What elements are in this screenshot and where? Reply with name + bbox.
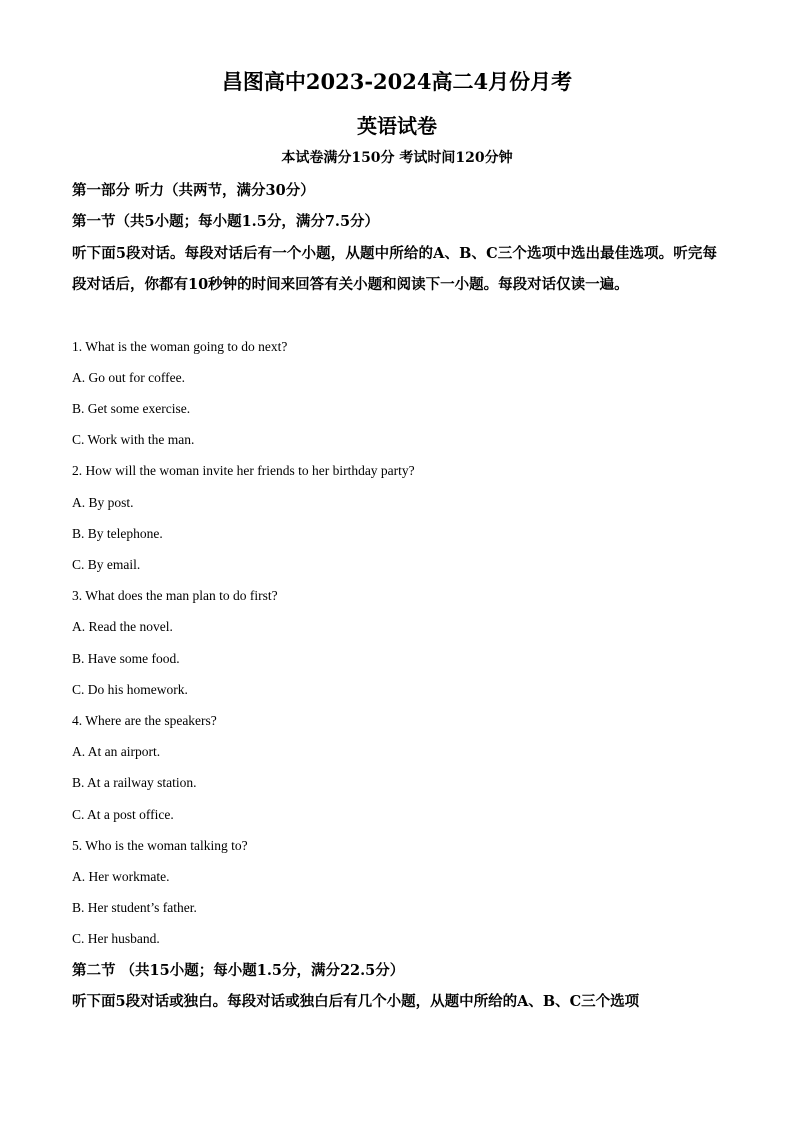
section2-heading: 第二节 （共15小题；每小题1.5分，满分22.5分） (72, 962, 405, 979)
question-4-stem: 4. Where are the speakers? (72, 713, 217, 728)
section1-heading: 第一节（共5小题；每小题1.5分，满分7.5分） (72, 213, 380, 230)
question-1-option-b: B. Get some exercise. (72, 401, 191, 416)
part1-heading: 第一部分 听力（共两节，满分30分） (72, 182, 315, 199)
question-5-option-c: C. Her husband. (72, 931, 160, 946)
exam-title: 昌图高中2023-2024高二4月份月考 (221, 69, 573, 94)
question-1-option-a: A. Go out for coffee. (72, 370, 185, 385)
section2-instruction: 听下面5段对话或独白。每段对话或独白后有几个小题，从题中所给的A、B、C三个选项 (72, 993, 640, 1010)
question-3-option-a: A. Read the novel. (72, 619, 173, 634)
question-3-option-b: B. Have some food. (72, 651, 180, 666)
question-2-option-a: A. By post. (72, 495, 134, 510)
question-2-option-b: B. By telephone. (72, 526, 163, 541)
question-2-option-c: C. By email. (72, 557, 141, 572)
exam-info: 本试卷满分150分 考试时间120分钟 (281, 150, 513, 166)
section1-instruction: 听下面5段对话。每段对话后有一个小题，从题中所给的A、B、C三个选项中选出最佳选项。听完每段对话后，你都有10秒钟的时间来回答有关小题和阅读下一小题。每段对话仅读一遍。 (72, 245, 717, 293)
question-3-stem: 3. What does the man plan to do first? (72, 588, 278, 603)
question-4-option-a: A. At an airport. (72, 744, 161, 759)
exam-subject: 英语试卷 (357, 114, 437, 138)
question-5-option-b: B. Her student’s father. (72, 900, 197, 915)
question-1-option-c: C. Work with the man. (72, 432, 195, 447)
question-2-stem: 2. How will the woman invite her friends to her birthday party? (72, 463, 415, 478)
question-5-option-a: A. Her workmate. (72, 869, 170, 884)
question-3-option-c: C. Do his homework. (72, 682, 188, 697)
question-4-option-c: C. At a post office. (72, 807, 174, 822)
question-1-stem: 1. What is the woman going to do next? (72, 339, 288, 354)
question-4-option-b: B. At a railway station. (72, 775, 197, 790)
question-5-stem: 5. Who is the woman talking to? (72, 838, 248, 853)
